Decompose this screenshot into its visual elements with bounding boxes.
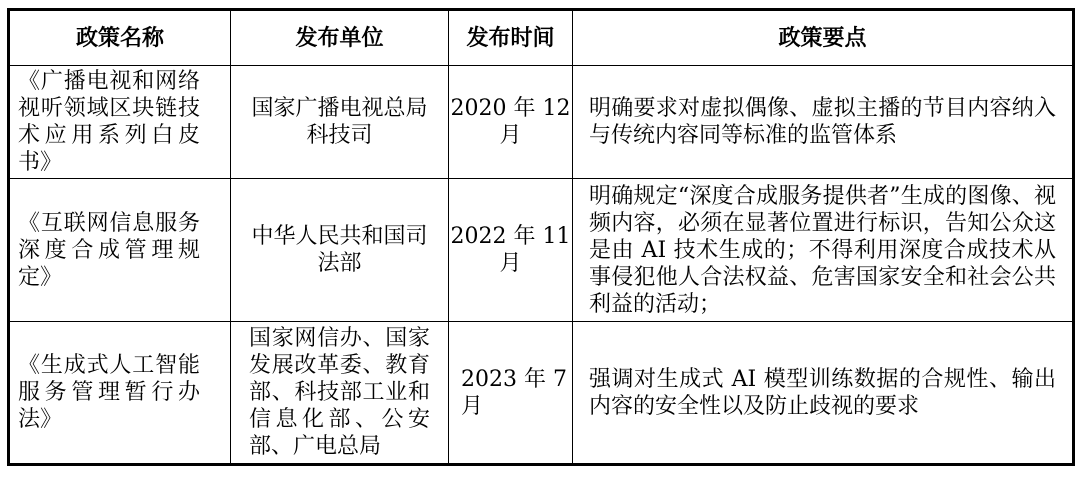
issuer-cell: 国家网信办、国家发展改革委、教育部、科技部工业和信息化部、公安部、广电总局 [231, 322, 449, 465]
column-header-issuer: 发布单位 [231, 10, 449, 66]
column-header-key-points: 政策要点 [573, 10, 1074, 66]
column-header-policy-name: 政策名称 [9, 10, 231, 66]
policy-table [7, 8, 1075, 466]
issuer-cell: 中华人民共和国司法部 [231, 179, 449, 322]
policy-name-cell: 《生成式人工智能服务管理暂行办法》 [9, 322, 231, 465]
key-points-cell: 明确要求对虚拟偶像、虚拟主播的节目内容纳入与传统内容同等标准的监管体系 [573, 66, 1074, 179]
table-header-row [9, 10, 1074, 66]
date-cell: 2020 年 12 月 [449, 66, 573, 179]
key-points-cell: 明确规定“深度合成服务提供者”生成的图像、视频内容，必须在显著位置进行标识，告知公众这是由 AI 技术生成的；不得利用深度合成技术从事侵犯他人合法权益、危害国家安全和社会公共利益的活动； [573, 179, 1074, 322]
date-cell: 2023 年 7 月 [449, 322, 573, 465]
date-cell: 2022 年 11 月 [449, 179, 573, 322]
table-row [9, 179, 1074, 322]
table-row [9, 66, 1074, 179]
policy-name-cell: 《互联网信息服务深度合成管理规定》 [9, 179, 231, 322]
issuer-cell: 国家广播电视总局科技司 [231, 66, 449, 179]
column-header-date: 发布时间 [449, 10, 573, 66]
policy-name-cell: 《广播电视和网络视听领域区块链技术应用系列白皮书》 [9, 66, 231, 179]
table-row [9, 322, 1074, 465]
key-points-cell: 强调对生成式 AI 模型训练数据的合规性、输出内容的安全性以及防止歧视的要求 [573, 322, 1074, 465]
